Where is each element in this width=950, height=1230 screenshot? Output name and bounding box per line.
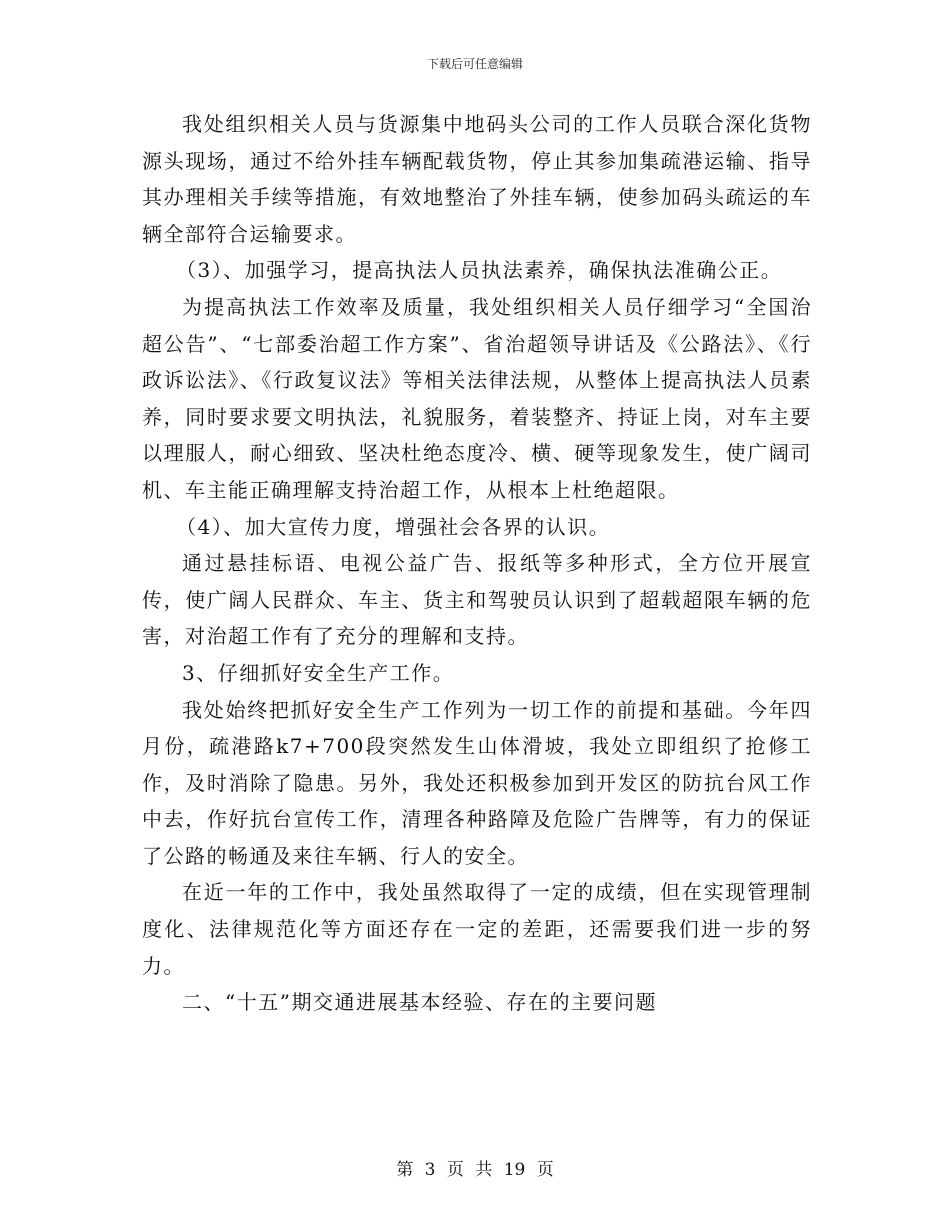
subheading-4: （4）、加大宣传力度，增强社会各界的认识。	[176, 514, 611, 539]
paragraph-1: 我处组织相关人员与货源集中地码头公司的工作人员联合深化货物源头现场，通过不给外挂车辆配载货物，停止其参加集疏港运输、指导其办理相关手续等措施，有效地整治了外挂车辆，使参加码头疏运的车辆全部符合运输要求。	[142, 112, 812, 246]
section-heading-3: 3、仔细抓好安全生产工作。	[182, 660, 455, 685]
paragraph-3: 通过悬挂标语、电视公益广告、报纸等多种形式，全方位开展宣传，使广阔人民群众、车主、货主和驾驶员认识到了超载超限车辆的危害，对治超工作有了充分的理解和支持。	[142, 551, 812, 649]
paragraph-4: 我处始终把抓好安全生产工作列为一切工作的前提和基础。今年四月份，疏港路k7+700段突然发生山体滑坡，我处立即组织了抢修工作，及时消除了隐患。另外，我处还积极参加到开发区的防抗台风工作中去，作好抗台宣传工作，清理各种路障及危险广告牌等，有力的保证了公路的畅通及来往车辆、行人的安全。	[142, 697, 812, 868]
page-header: 下载后可任意编辑	[426, 57, 523, 71]
document-body	[142, 106, 812, 1021]
section-heading-2: 二、“十五”期交通进展基本经验、存在的主要问题	[182, 990, 657, 1015]
page-footer: 第 3 页 共 19 页	[396, 1160, 554, 1180]
paragraph-5: 在近一年的工作中，我处虽然取得了一定的成绩，但在实现管理制度化、法律规范化等方面还存在一定的差距，还需要我们进一步的努力。	[142, 880, 812, 978]
paragraph-2: 为提高执法工作效率及质量，我处组织相关人员仔细学习“全国治超公告”、“七部委治超工作方案”、省治超领导讲话及《公路法》、《行政诉讼法》、《行政复议法》等相关法律法规，从整体上提高执法人员素养，同时要求要文明执法，礼貌服务，着装整齐、持证上岗，对车主要以理服人，耐心细致、坚决杜绝态度冷、横、硬等现象发生，使广阔司机、车主能正确理解支持治超工作，从根本上杜绝超限。	[142, 294, 812, 502]
subheading-3: （3）、加强学习，提高执法人员执法素养，确保执法准确公正。	[176, 258, 783, 283]
